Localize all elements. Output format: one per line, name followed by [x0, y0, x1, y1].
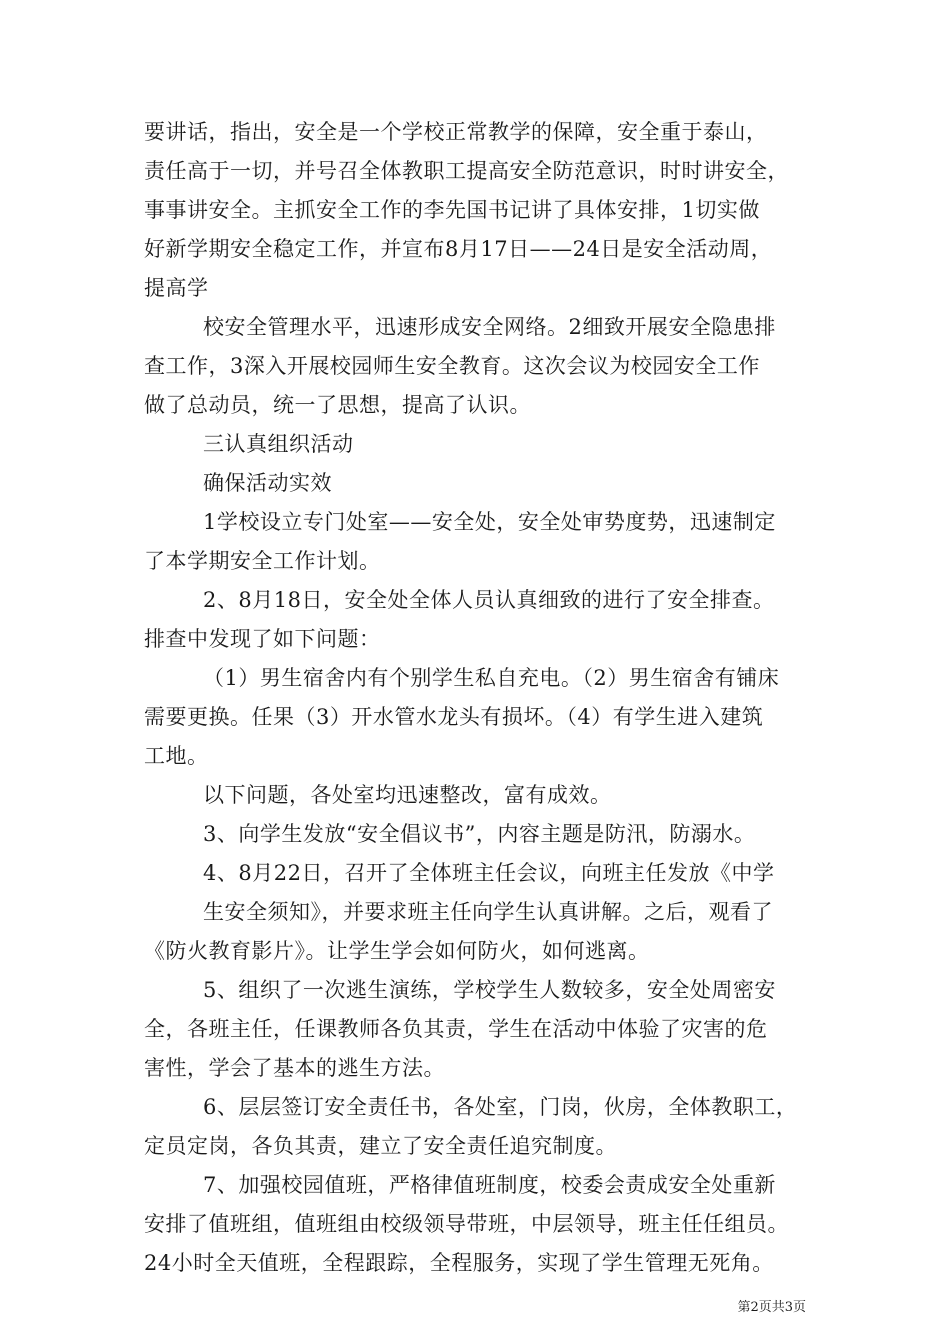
text-line: 4、8月22日，召开了全体班主任会议，向班主任发放《中学: [203, 861, 775, 885]
text-line: 了本学期安全工作计划。: [144, 549, 381, 573]
text-line: 以下问题，各处室均迅速整改，富有成效。: [203, 783, 612, 807]
text-line: 工地。: [144, 744, 209, 768]
text-line: 提高学: [144, 276, 209, 300]
text-line: 7、加强校园值班，严格律值班制度，校委会责成安全处重新: [203, 1173, 776, 1197]
text-line: 安排了值班组，值班组由校级领导带班，中层领导，班主任任组员。: [144, 1212, 789, 1236]
text-line: 6、层层签订安全责任书，各处室，门岗，伙房，全体教职工，: [203, 1095, 798, 1119]
text-line: 好新学期安全稳定工作，并宣布8月17日——24日是安全活动周，: [144, 237, 773, 261]
text-line: 生安全须知》，并要求班主任向学生认真讲解。之后，观看了: [203, 900, 773, 924]
text-line: 《防火教育影片》。让学生学会如何防火，如何逃离。: [144, 939, 650, 963]
text-line: 排查中发现了如下问题：: [144, 627, 381, 651]
text-line: （1）男生宿舍内有个别学生私自充电。（2）男生宿舍有铺床: [203, 666, 780, 690]
text-line: 1学校设立专门处室——安全处，安全处审势度势，迅速制定: [203, 510, 776, 534]
text-line: 24小时全天值班，全程跟踪，全程服务，实现了学生管理无死角。: [144, 1251, 774, 1275]
text-line: 定员定岗，各负其责，建立了安全责任追究制度。: [144, 1134, 617, 1158]
text-line: 害性，学会了基本的逃生方法。: [144, 1056, 445, 1080]
text-line: 校安全管理水平，迅速形成安全网络。2细致开展安全隐患排: [203, 315, 776, 339]
text-line: 需要更换。任果（3）开水管水龙头有损坏。（4）有学生进入建筑: [144, 705, 764, 729]
text-line: 5、组织了一次逃生演练，学校学生人数较多，安全处周密安: [203, 978, 776, 1002]
text-line: 2、8月18日，安全处全体人员认真细致的进行了安全排查。: [203, 588, 775, 612]
section-subheading: 确保活动实效: [203, 471, 332, 495]
text-line: 3、向学生发放“安全倡议书”，内容主题是防汛，防溺水。: [203, 822, 756, 846]
text-line: 责任高于一切，并号召全体教职工提高安全防范意识，时时讲安全，: [144, 159, 789, 183]
text-line: 查工作，3深入开展校园师生安全教育。这次会议为校园安全工作: [144, 354, 760, 378]
section-heading: 三认真组织活动: [203, 432, 354, 456]
text-line: 事事讲安全。主抓安全工作的李先国书记讲了具体安排，1切实做: [144, 198, 760, 222]
text-line: 做了总动员，统一了思想，提高了认识。: [144, 393, 531, 417]
page-number: 第2页共3页: [737, 1300, 806, 1315]
text-line: 要讲话，指出，安全是一个学校正常教学的保障，安全重于泰山，: [144, 120, 768, 144]
text-line: 全，各班主任，任课教师各负其责，学生在活动中体验了灾害的危: [144, 1017, 768, 1041]
